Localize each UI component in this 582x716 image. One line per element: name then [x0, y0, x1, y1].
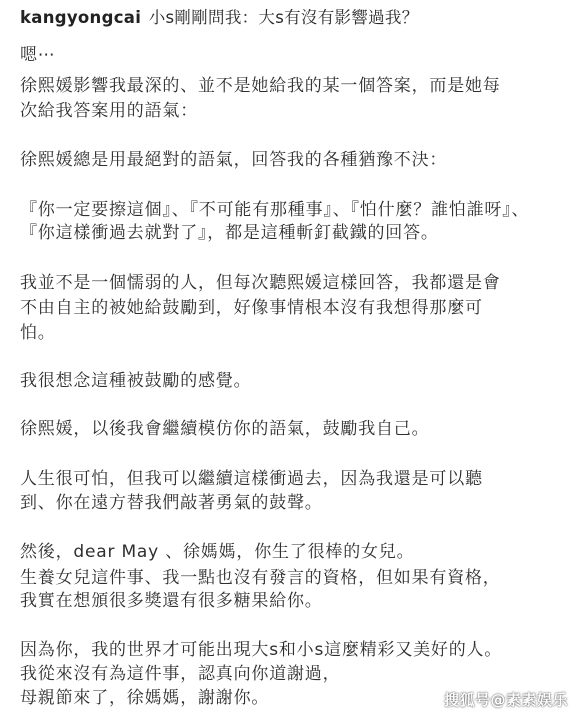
- caption-line: 母親節來了，徐媽媽，謝謝你。: [20, 688, 270, 708]
- caption-header: [20, 8, 419, 28]
- caption-line: 『你一定要擦這個』、『不可能有那種事』、『怕什麼？誰怕誰呀』、: [20, 200, 530, 220]
- caption-line: 徐熙媛總是用最絕對的語氣，回答我的各種猶豫不決：: [20, 150, 448, 170]
- username-link[interactable]: kangyongcai: [20, 8, 142, 27]
- caption-line: 不由自主的被她給鼓勵到，好像事情根本沒有我想得那麼可: [20, 298, 483, 318]
- caption-first-line: 小s剛剛問我：大s有沒有影響過我？: [148, 8, 419, 27]
- caption-line: 我很想念這種被鼓勵的感覺。: [20, 371, 252, 391]
- caption-line: 『你這樣衝過去就對了』，都是這種斬釘截鐵的回答。: [20, 223, 439, 243]
- caption-line: 怕。: [20, 323, 56, 343]
- caption-line: 然後，dear May 、徐媽媽，你生了很棒的女兒。: [20, 542, 415, 562]
- caption-line: 人生很可怕，但我可以繼續這樣衝過去，因為我還是可以聽: [20, 469, 483, 489]
- caption-line: 徐熙媛，以後我會繼續模仿你的語氣，鼓勵我自己。: [20, 419, 430, 439]
- caption-line: 徐熙媛影響我最深的、並不是她給我的某一個答案，而是她每: [20, 76, 501, 96]
- caption-line: 到、你在遠方替我們敲著勇氣的鼓聲。: [20, 493, 323, 513]
- caption-line: 我並不是一個懦弱的人，但每次聽熙媛這樣回答，我都還是會: [20, 273, 501, 293]
- caption-line: 次給我答案用的語氣：: [20, 101, 198, 121]
- caption-line: 因為你，我的世界才可能出現大s和小s這麼精彩又美好的人。: [20, 640, 503, 660]
- source-watermark: 搜狐号@素素娱乐: [443, 691, 568, 709]
- caption-line: 生養女兒這件事、我一點也沒有發言的資格，但如果有資格，: [20, 568, 501, 588]
- caption-line: 嗯⋯: [20, 45, 56, 65]
- caption-line: 我從來沒有為這件事，認真向你道謝過，: [20, 664, 341, 684]
- caption-line: 我實在想頒很多獎還有很多糖果給你。: [20, 591, 323, 611]
